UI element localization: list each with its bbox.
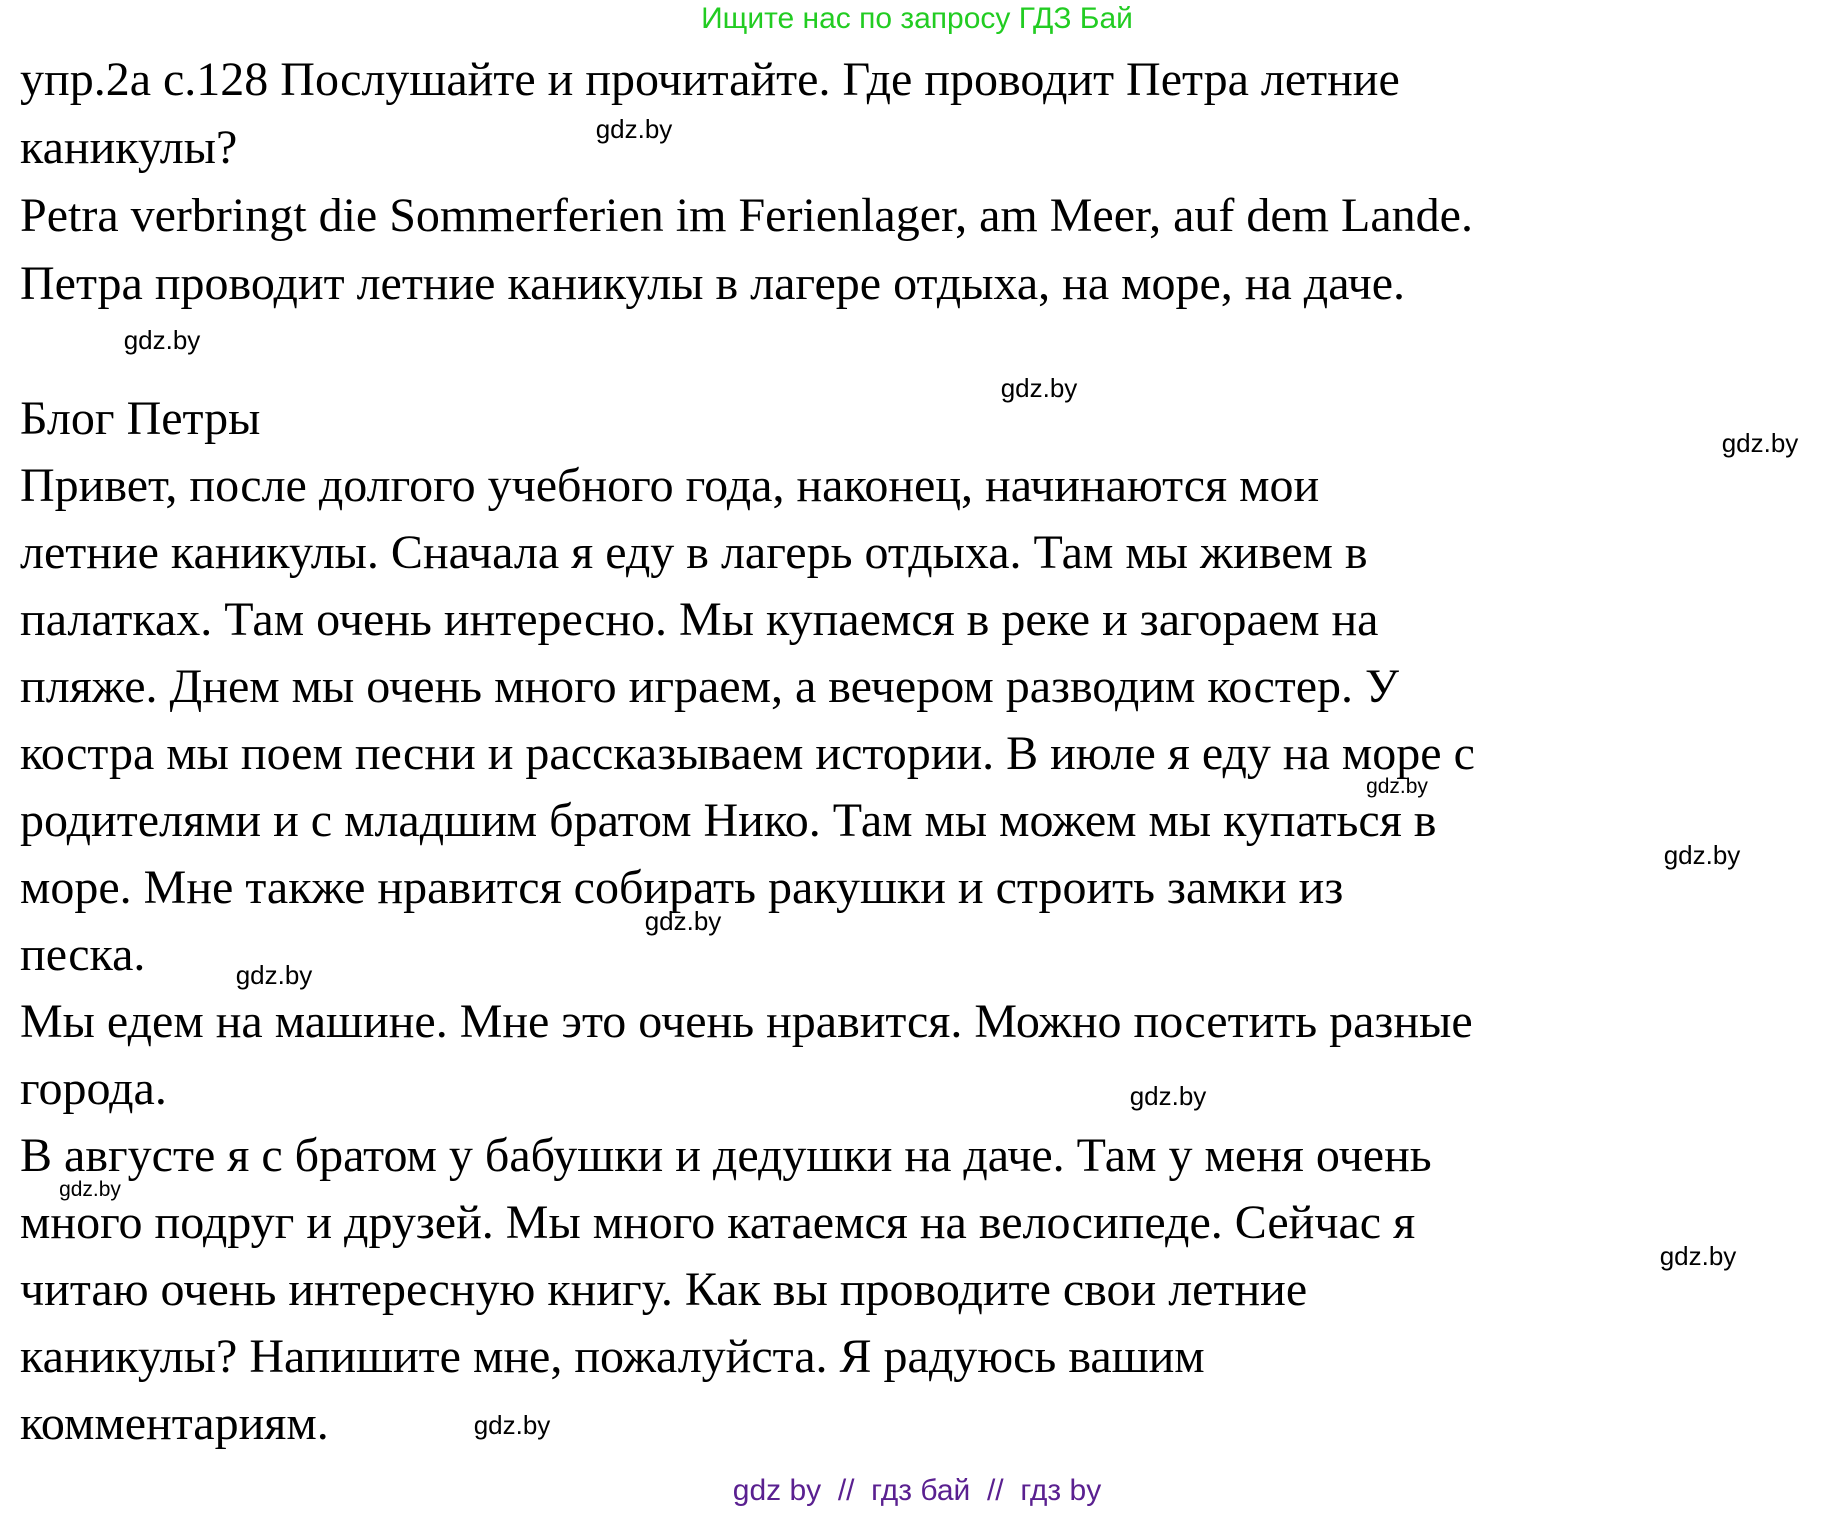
blog-text-line: море. Мне также нравится собирать ракушки и строить замки из: [20, 861, 1344, 914]
blog-text-line: каникулы? Напишите мне, пожалуйста. Я радуюсь вашим: [20, 1330, 1205, 1383]
blog-text-line: песка.: [20, 928, 146, 981]
exercise-title-line-2: каникулы?: [20, 121, 238, 174]
watermark: gdz.by: [1659, 1241, 1737, 1271]
blog-text-line: Мы едем на машине. Мне это очень нравится. Можно посетить разные: [20, 995, 1473, 1048]
watermark: gdz.by: [595, 114, 673, 144]
blog-text-line: комментариям.: [20, 1397, 329, 1450]
blog-text-line: города.: [20, 1062, 167, 1115]
footer-links[interactable]: gdz by // гдз бай // гдз by: [732, 1474, 1102, 1507]
blog-text-line: читаю очень интересную книгу. Как вы проводите свои летние: [20, 1263, 1308, 1316]
blog-text-line: палатках. Там очень интересно. Мы купаемся в реке и загораем на: [20, 593, 1379, 646]
watermark: gdz.by: [235, 960, 313, 990]
blog-text-line: летние каникулы. Сначала я еду в лагерь отдыха. Там мы живем в: [20, 526, 1368, 579]
watermark: gdz.by: [1663, 840, 1741, 870]
blog-text-line: костра мы поем песни и рассказываем истории. В июле я еду на море с: [20, 727, 1475, 780]
exercise-title-line-1: упр.2а с.128 Послушайте и прочитайте. Где проводит Петра летние: [20, 53, 1400, 106]
blog-text-line: В августе я с братом у бабушки и дедушки на даче. Там у меня очень: [20, 1129, 1432, 1182]
watermark: gdz.by: [123, 325, 201, 355]
watermark: gdz.by: [1000, 373, 1078, 403]
blog-text-line: пляже. Днем мы очень много играем, а вечером разводим костер. У: [20, 660, 1400, 713]
watermark: gdz.by: [59, 1178, 121, 1201]
blog-heading: Блог Петры: [20, 392, 261, 445]
search-hint-link[interactable]: Ищите нас по запросу ГДЗ Бай: [701, 2, 1133, 35]
watermark: gdz.by: [1129, 1081, 1207, 1111]
watermark: gdz.by: [1721, 428, 1799, 458]
russian-answer: Петра проводит летние каникулы в лагере отдыха, на море, на даче.: [20, 257, 1406, 310]
watermark: gdz.by: [473, 1410, 551, 1440]
watermark: gdz.by: [1366, 775, 1428, 798]
blog-text-line: родителями и с младшим братом Нико. Там мы можем мы купаться в: [20, 794, 1437, 847]
german-answer: Petra verbringt die Sommerferien im Ferienlager, am Meer, auf dem Lande.: [20, 189, 1473, 242]
blog-text-line: много подруг и друзей. Мы много катаемся на велосипеде. Сейчас я: [20, 1196, 1416, 1249]
blog-text-line: Привет, после долгого учебного года, наконец, начинаются мои: [20, 459, 1320, 512]
watermark: gdz.by: [644, 906, 722, 936]
